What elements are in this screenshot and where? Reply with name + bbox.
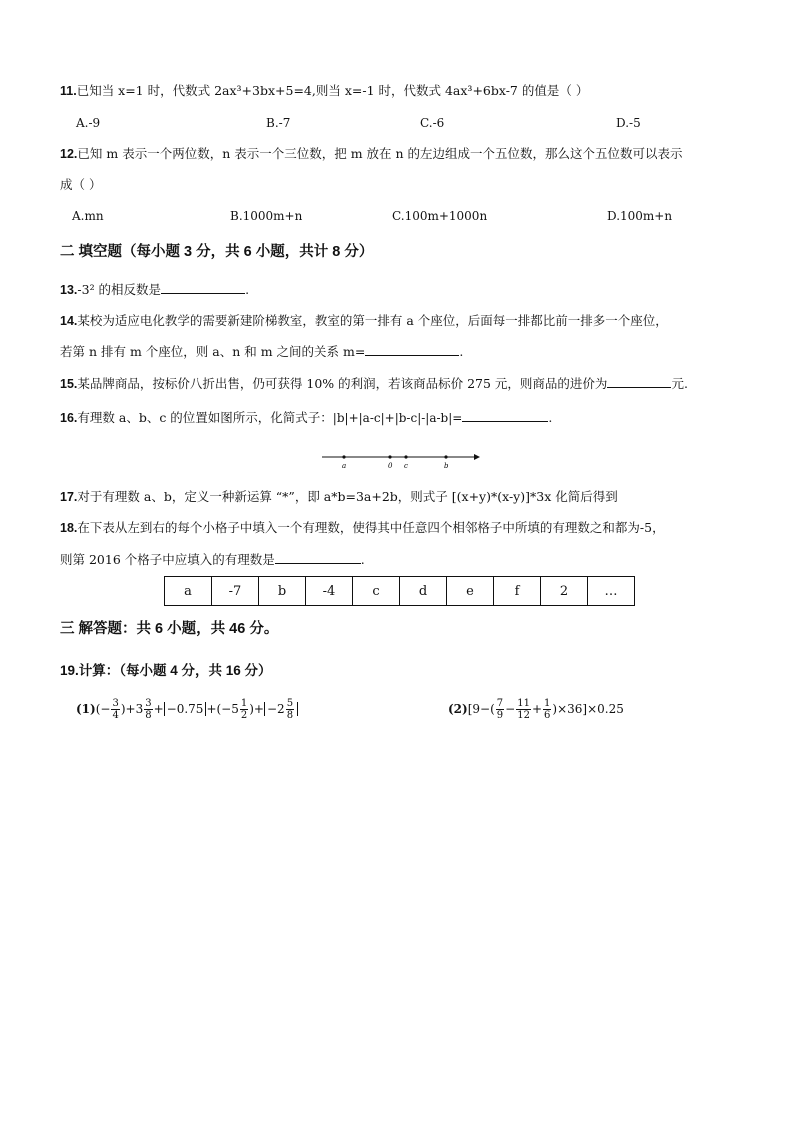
grid-cell: -4 — [306, 577, 353, 606]
fraction: $\frac{11}{12}$ — [517, 698, 530, 721]
fraction: $\frac{1}{2}$ — [240, 698, 248, 721]
point-a — [342, 455, 345, 458]
option-a: A.mn — [72, 209, 104, 223]
punctuation: . — [459, 344, 464, 359]
label-c: c — [404, 462, 408, 470]
fraction: $\frac{3}{8}$ — [145, 698, 152, 721]
label-0: 0 — [388, 462, 393, 470]
question-text: 已知当 x=1 时，代数式 2ax³+3bx+5=4,则当 x=-1 时，代数式 4ax³+6bx-7 的值是（ ） — [76, 83, 589, 98]
option-c: C.100m+1000n — [392, 209, 488, 223]
fraction: $\frac{3}{4}$ — [112, 698, 119, 721]
grid-cell: 2 — [541, 577, 588, 606]
question-11 — [60, 82, 588, 100]
question-19-title: 19.计算：（每小题 4 分，共 16 分） — [60, 663, 272, 678]
question-number: 12. — [60, 147, 78, 161]
punctuation: . — [548, 410, 553, 425]
problem-1: (1)(− $\frac{3}{4}$ )+3 $\frac{3}{8}$ + −0.75 +(−5 $\frac{1}{2}$ )+ −2 $\frac{5}{8}$ — [76, 695, 298, 723]
question-text: 某校为适应电化教学的需要新建阶梯教室，教室的第一排有 a 个座位，后面每一排都比前一排多一个座位， — [77, 313, 668, 328]
problem-2: (2)[9−( $\frac{7}{9}$ − $\frac{11}{12}$ + $\frac{1}{6}$ )×36]×0.25 — [448, 698, 624, 721]
label-b: b — [444, 462, 449, 470]
option-d: D.-5 — [616, 116, 641, 130]
grid-cell: f — [494, 577, 541, 606]
section-3-title: 三 解答题：共 6 小题，共 46 分。 — [60, 621, 279, 637]
answer-blank[interactable] — [365, 343, 459, 356]
answer-blank[interactable] — [462, 409, 548, 422]
point-b — [444, 455, 447, 458]
question-number: 18. — [60, 521, 78, 535]
number-line — [318, 449, 482, 471]
option-b: B.-7 — [266, 116, 291, 130]
fraction: $\frac{7}{9}$ — [496, 698, 504, 721]
answer-blank[interactable] — [607, 375, 671, 388]
question-text: 若第 n 排有 m 个座位，则 a、n 和 m 之间的关系 m= — [60, 344, 366, 359]
point-c — [404, 455, 407, 458]
question-12-cont: 成（ ） — [60, 177, 102, 192]
option-a: A.-9 — [76, 116, 101, 130]
question-text: 有理数 a、b、c 的位置如图所示，化简式子： — [77, 410, 333, 425]
number-grid — [164, 576, 635, 606]
question-13 — [60, 281, 249, 299]
question-14-cont — [60, 343, 463, 361]
grid-cell: … — [588, 577, 635, 606]
grid-cell: c — [353, 577, 400, 606]
punctuation: . — [360, 552, 365, 567]
grid-cell: a — [165, 577, 212, 606]
answer-blank[interactable] — [275, 551, 361, 564]
question-text: 在下表从左到右的每个小格子中填入一个有理数，使得其中任意四个相邻格子中所填的有理数之和都为-5， — [77, 520, 665, 535]
problem-label: (2) — [448, 702, 468, 716]
absolute-value: −0.75 — [164, 702, 207, 716]
question-number: 15. — [60, 377, 78, 391]
section-2-title: 二 填空题（每小题 3 分，共 6 小题，共计 8 分） — [60, 244, 374, 260]
grid-cell: -7 — [212, 577, 259, 606]
absolute-value: −2 $\frac{5}{8}$ — [264, 702, 298, 716]
question-text: -3² 的相反数是 — [77, 282, 162, 297]
question-15 — [60, 375, 688, 393]
grid-cell: d — [400, 577, 447, 606]
label-a: a — [342, 462, 347, 470]
question-text: 某品牌商品，按标价八折出售，仍可获得 10% 的利润，若该商品标价 275 元，则商品的进价为 — [77, 376, 608, 391]
answer-blank[interactable] — [161, 281, 245, 294]
question-number: 16. — [60, 411, 78, 425]
option-b: B.1000m+n — [230, 209, 303, 223]
grid-cell: b — [259, 577, 306, 606]
option-d: D.100m+n — [607, 209, 673, 223]
punctuation: . — [245, 282, 250, 297]
question-number: 17. — [60, 490, 78, 504]
problem-label: (1) — [76, 702, 96, 716]
question-number: 14. — [60, 314, 78, 328]
question-number: 11. — [60, 84, 77, 98]
point-0 — [388, 455, 391, 458]
expression: |b|+|a-c|+|b-c|-|a-b|= — [332, 411, 463, 425]
question-14 — [60, 312, 668, 330]
question-text: 已知 m 表示一个两位数，n 表示一个三位数，把 m 放在 n 的左边组成一个五位数，那么这个五位数可以表示 — [77, 146, 683, 161]
question-18-cont — [60, 551, 365, 569]
question-text: 则第 2016 个格子中应填入的有理数是 — [60, 552, 275, 567]
question-16 — [60, 409, 552, 427]
arrow-icon — [474, 454, 480, 460]
question-18 — [60, 519, 665, 537]
option-c: C.-6 — [420, 116, 445, 130]
question-number: 13. — [60, 283, 78, 297]
punctuation: 元. — [671, 376, 688, 391]
question-17 — [60, 488, 618, 506]
question-12 — [60, 145, 683, 163]
grid-cell: e — [447, 577, 494, 606]
grid-row — [165, 577, 635, 606]
question-text: 对于有理数 a、b，定义一种新运算 “*”，即 a*b=3a+2b，则式子 [(x+y)*(x-y)]*3x 化简后得到 — [77, 489, 618, 504]
fraction: $\frac{1}{6}$ — [544, 698, 551, 721]
